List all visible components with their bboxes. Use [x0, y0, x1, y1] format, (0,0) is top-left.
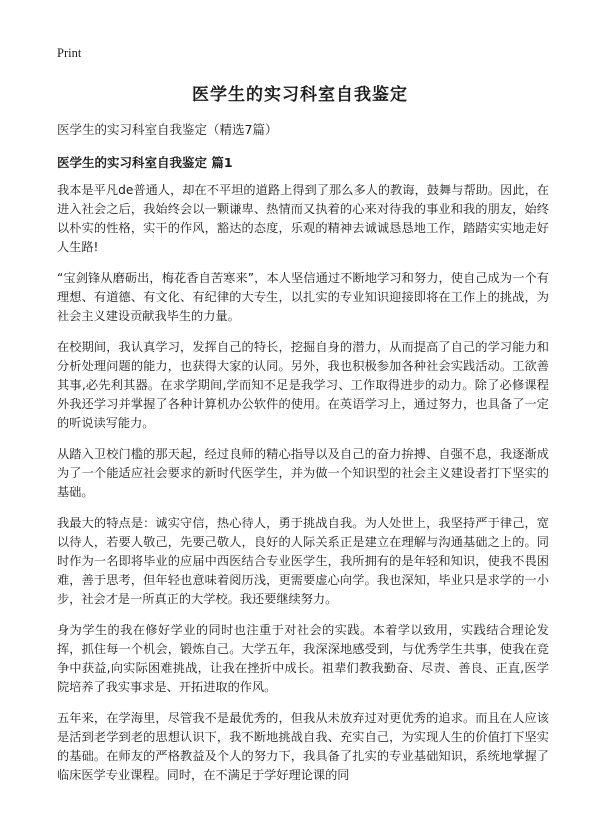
paragraph-6: 身为学生的我在修好学业的同时也注重于对社会的实践。本着学以致用，实践结合理论发挥，抓住每一个机会，锻炼自己。大学五年，我深深地感受到，与优秀学生共事，使我在竞争中获益,向实际困难挑战，让我在挫折中成长。祖辈们教我勤奋、尽责、善良、正直,医学院培养了我实事求是、开拓进取的作风。: [57, 623, 549, 694]
paragraph-3: 在校期间，我认真学习，发挥自己的特长，挖掘自身的潜力，从而提高了自己的学习能力和分析处理问题的能力，也获得大家的认同。另外，我也积极参加各种社会实践活动。工欲善其事,必先利其器。在求学期间,学而知不足是我学习、工作取得进步的动力。除了必修课程外我还学习并掌握了各种计算机办公软件的使用。在英语学习上，通过努力，也具备了一定的听说读写能力。: [57, 340, 549, 430]
print-link[interactable]: Print: [57, 46, 82, 60]
document-subtitle: 医学生的实习科室自我鉴定（精选7篇）: [57, 122, 278, 137]
page-title: 医学生的实习科室自我鉴定: [192, 85, 408, 105]
paragraph-1: 我本是平凡de普通人，却在不平坦的道路上得到了那么多人的教诲，鼓舞与帮助。因此，在进入社会之后，我始终会以一颗谦卑、热情而又执着的心来对待我的事业和我的朋友，始终以朴实的性格，实干的作风，豁达的态度，乐观的精神去诚诚恳恳地工作，踏踏实实地走好人生路!: [57, 183, 549, 254]
paragraph-7: 五年来，在学海里，尽管我不是最优秀的，但我从未放弃过对更优秀的追求。而且在人应该是活到老学到老的思想认识下，我不断地挑战自我、充实自己，为实现人生的价值打下坚实的基础。在师友的严格教益及个人的努力下，我具备了扎实的专业基础知识，系统地掌握了临床医学专业课程。同时，在不满足于学好理论课的同: [57, 711, 549, 782]
paragraph-4: 从踏入卫校门槛的那天起，经过良师的精心指导以及自己的奋力拚搏、自强不息，我逐渐成为了一个能适应社会要求的新时代医学生，并为做一个知识型的社会主义建设者打下坚实的基础。: [57, 447, 549, 499]
paragraph-2: “宝剑锋从磨砺出，梅花香自苦寒来”，本人坚信通过不断地学习和努力，使自己成为一个有理想、有道德、有文化、有纪律的大专生，以扎实的专业知识迎接即将在工作上的挑战，为社会主义建设贡献我毕生的力量。: [57, 271, 549, 323]
paragraph-5: 我最大的特点是：诚实守信，热心待人，勇于挑战自我。为人处世上，我坚持严于律己，宽以待人，若要人敬己，先要己敬人，良好的人际关系正是建立在理解与沟通基础之上的。同时作为一名即将毕业的应届中西医结合专业医学生，我所拥有的是年轻和知识，使我不畏困难，善于思考，但年轻也意味着阅历浅，更需要虚心向学。我也深知，毕业只是求学的一小步，社会才是一所真正的大学校。我还要继续努力。: [57, 516, 549, 606]
article-body: [57, 181, 549, 797]
section-heading: 医学生的实习科室自我鉴定 篇1: [57, 155, 233, 170]
